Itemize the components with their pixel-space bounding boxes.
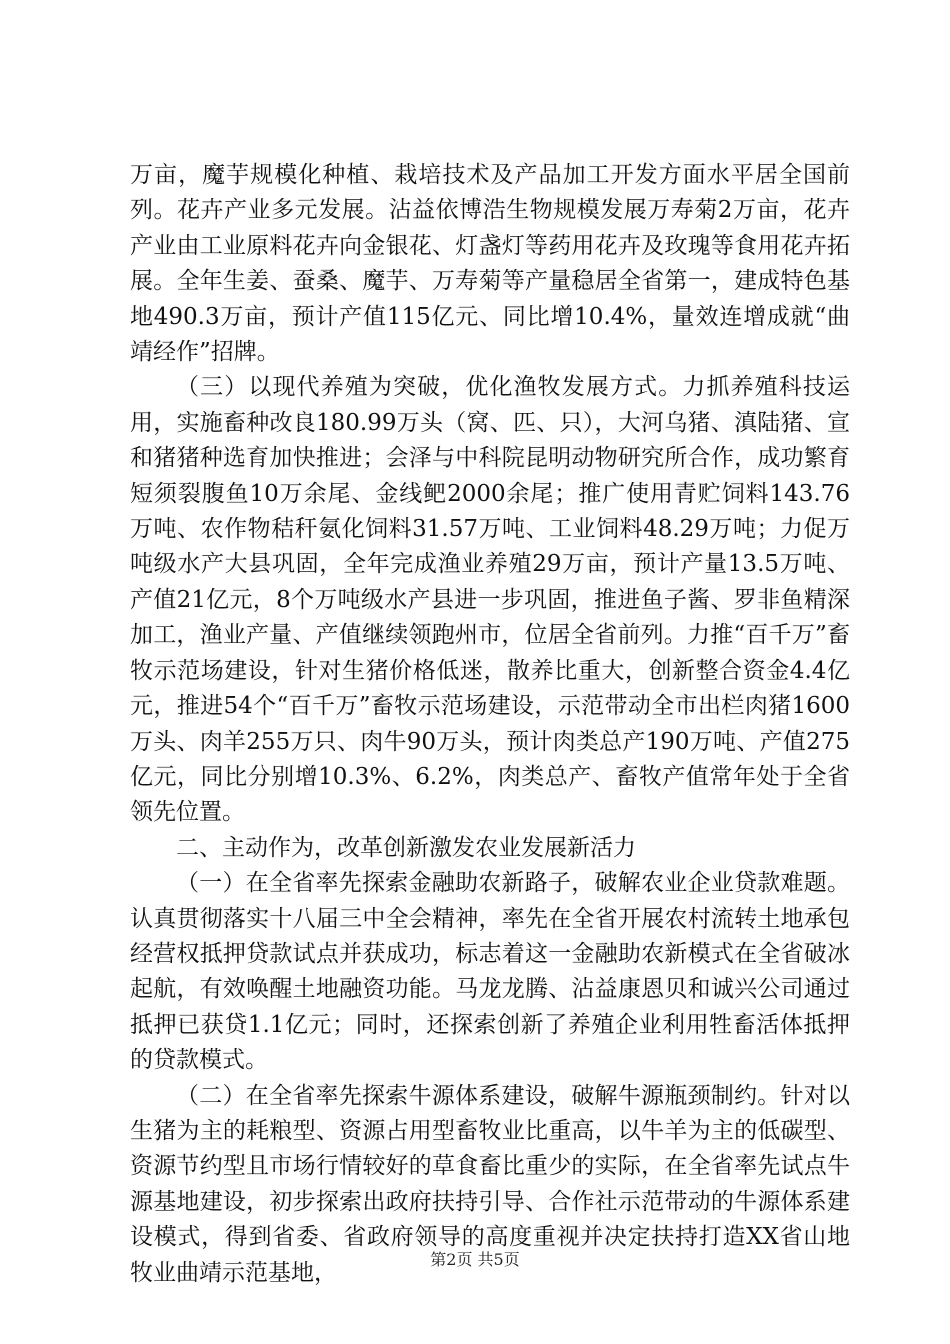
paragraph-continuation: 万亩，魔芋规模化种植、栽培技术及产品加工开发方面水平居全国前列。花卉产业多元发展。沾益依博浩生物规模发展万寿菊2万亩，花卉产业由工业原料花卉向金银花、灯盏灯等药用花卉及玫瑰等食用花卉拓展。全年生姜、蚕桑、魔芋、万寿菊等产量稳居全省第一，建成特色基地490.3万亩，预计产值115亿元、同比增10.4%，量效连增成就“曲靖经作”招牌。 [130,162,850,366]
document-body [130,158,850,1291]
section-heading-two: 二、主动作为，改革创新激发农业发展新活力 [176,834,636,861]
paragraph-subsection-one: （一）在全省率先探索金融助农新路子，破解农业企业贷款难题。认真贯彻落实十八届三中全会精神，率先在全省开展农村流转土地承包经营权抵押贷款试点并获成功，标志着这一金融助农新模式在全省破冰起航，有效唤醒土地融资功能。马龙龙腾、沾益康恩贝和诚兴公司通过抵押已获贷1.1亿元；同时，还探索创新了养殖企业利用牲畜活体抵押的贷款模式。 [130,870,850,1074]
page-footer: 第2页 共5页 [430,1250,520,1269]
paragraph-subsection-two: （二）在全省率先探索牛源体系建设，破解牛源瓶颈制约。针对以生猪为主的耗粮型、资源占用型畜牧业比重高，以牛羊为主的低碳型、资源节约型且市场行情较好的草食畜比重少的实际，在全省率先试点牛源基地建设，初步探索出政府扶持引导、合作社示范带动的牛源体系建设模式，得到省委、省政府领导的高度重视并决定扶持打造XX省山地牧业曲靖示范基地， [130,1082,850,1286]
paragraph-section-three: （三）以现代养殖为突破，优化渔牧发展方式。力抓养殖科技运用，实施畜种改良180.99万头（窝、匹、只），大河乌猪、滇陆猪、宣和猪猪种选育加快推进；会泽与中科院昆明动物研究所合作，成功繁育短须裂腹鱼10万余尾、金线鲃2000余尾；推广使用青贮饲料143.76万吨、农作物秸秆氨化饲料31.57万吨、工业饲料48.29万吨；力促万吨级水产大县巩固，全年完成渔业养殖29万亩，预计产量13.5万吨、产值21亿元，8个万吨级水产县进一步巩固，推进鱼子酱、罗非鱼精深加工，渔业产量、产值继续领跑州市，位居全省前列。力推“百千万”畜牧示范场建设，针对生猪价格低迷，散养比重大，创新整合资金4.4亿元，推进54个“百千万”畜牧示范场建设，示范带动全市出栏肉猪1600万头、肉羊255万只、肉牛90万头，预计肉类总产190万吨、产值275亿元，同比分别增10.3%、6.2%，肉类总产、畜牧产值常年处于全省领先位置。 [130,374,850,826]
